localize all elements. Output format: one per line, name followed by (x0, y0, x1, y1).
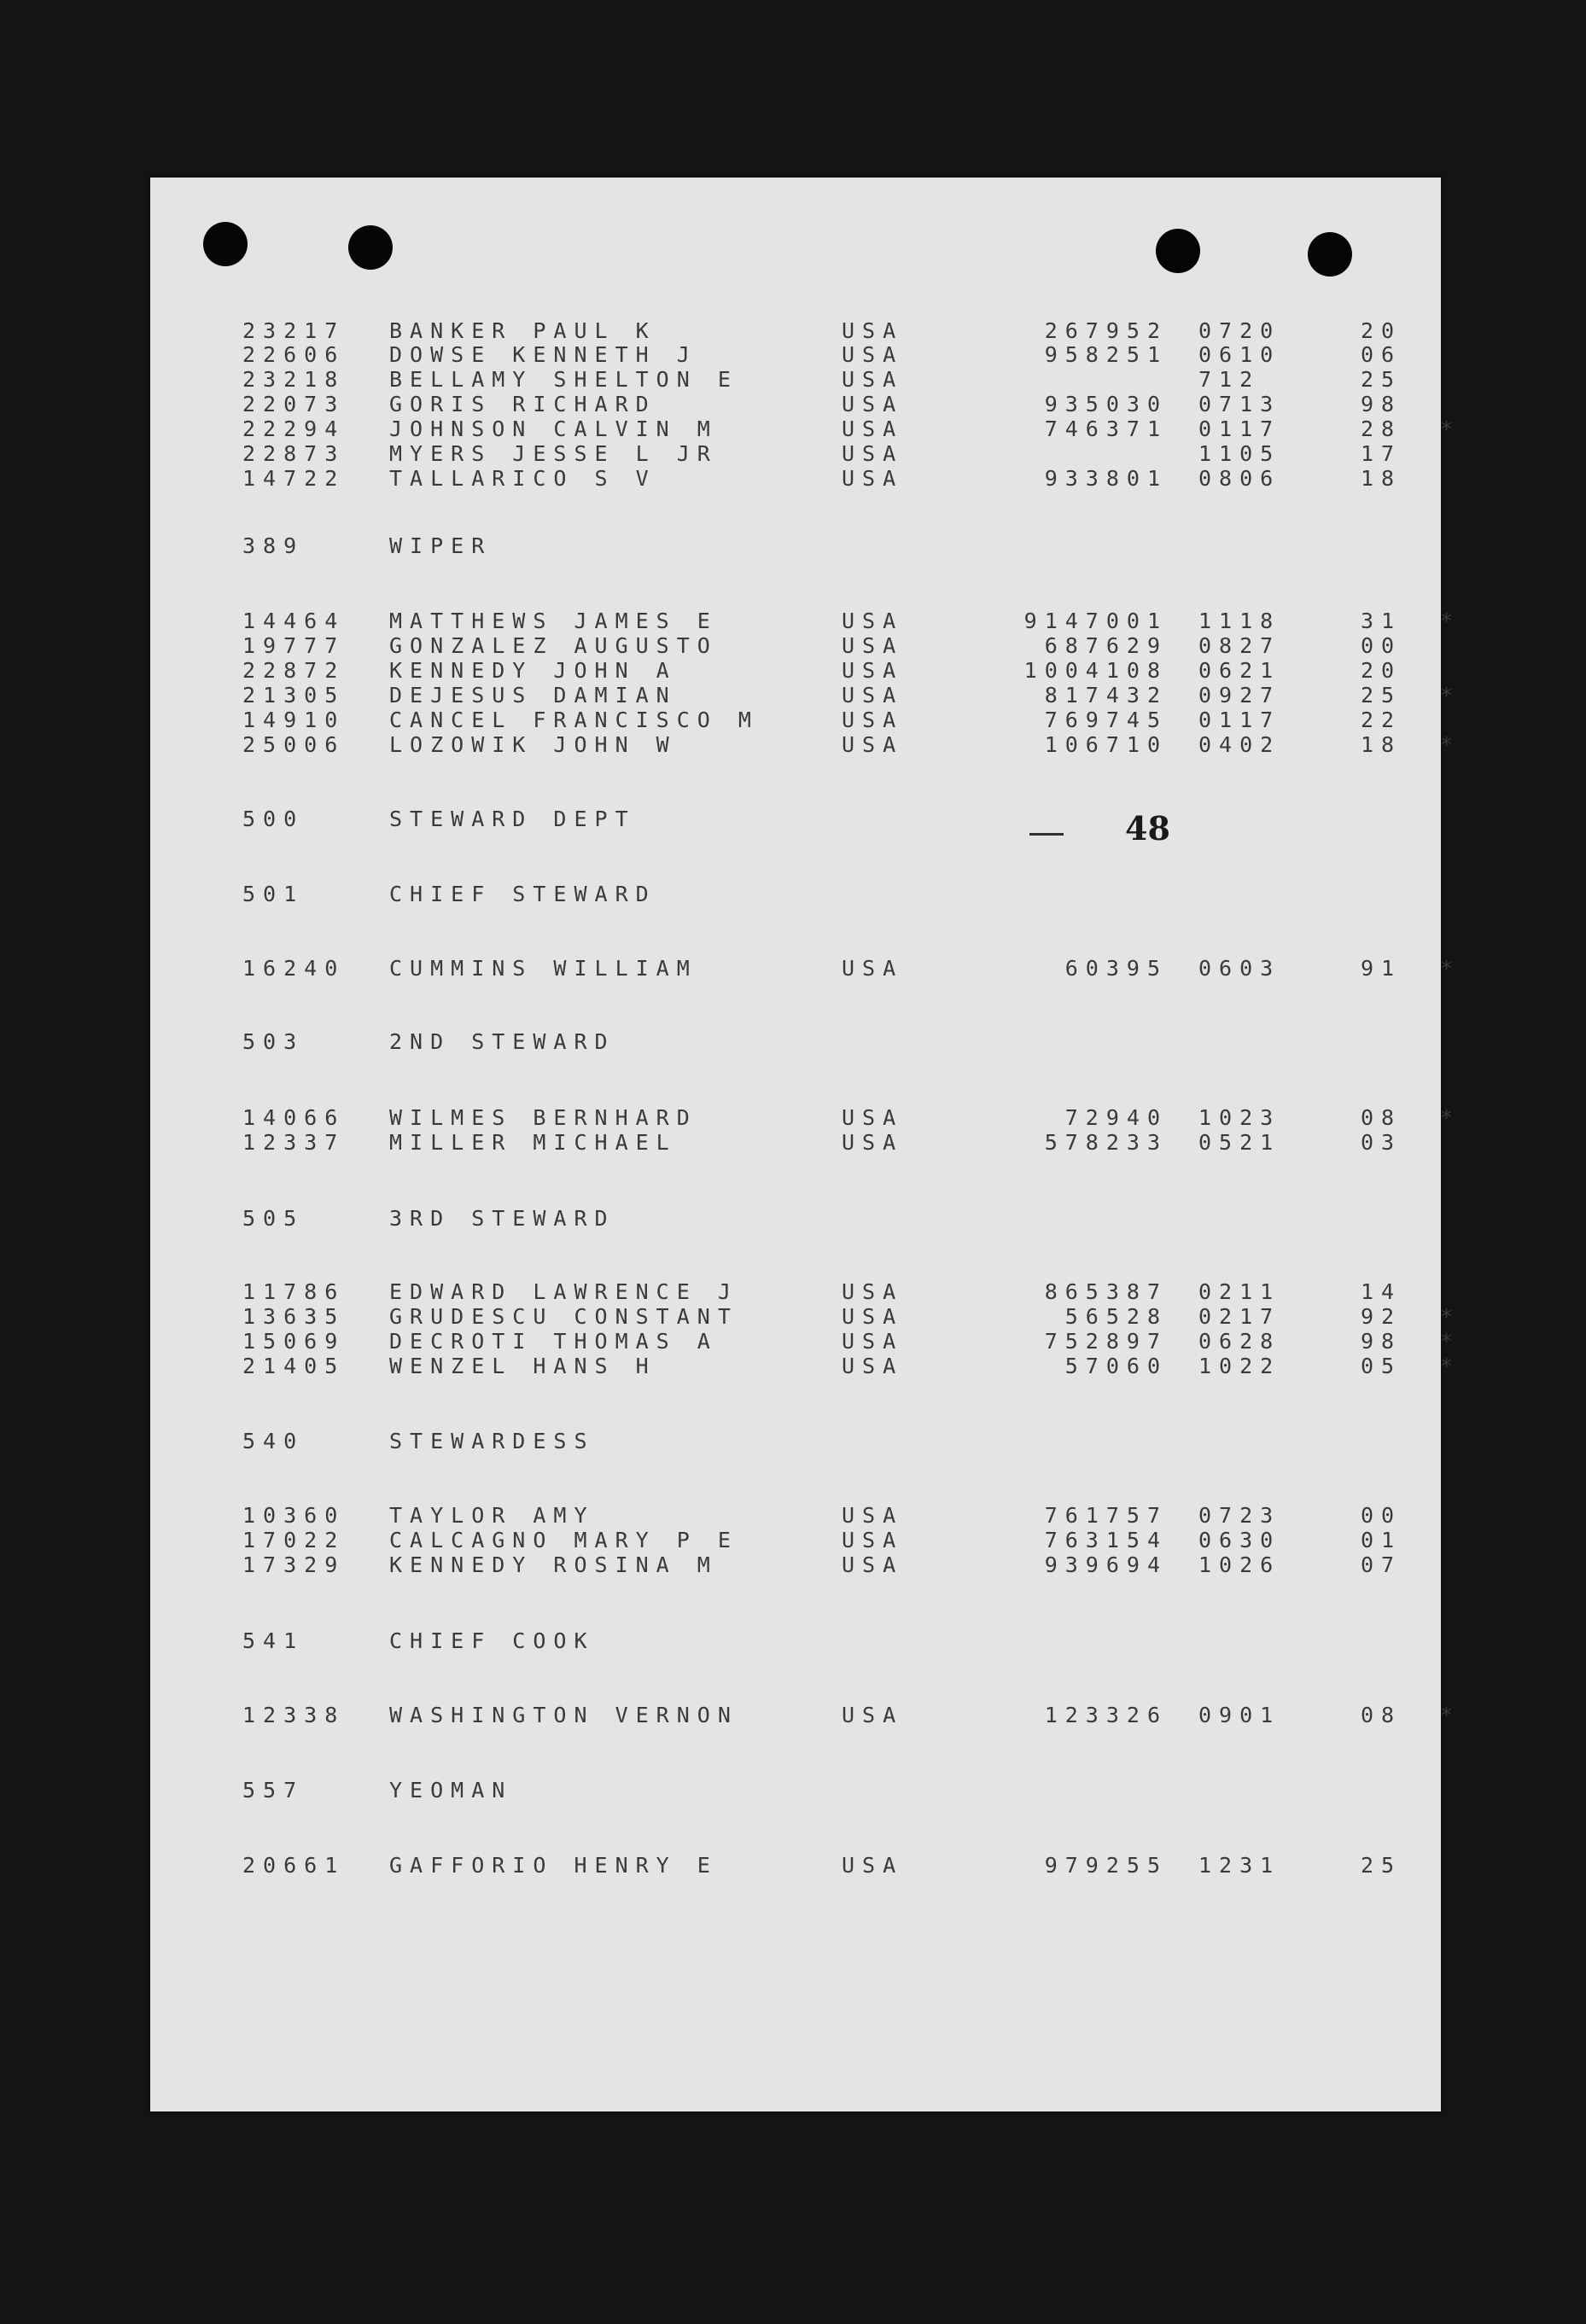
year-code: 01 (1361, 1528, 1402, 1552)
section-code: 557 (242, 1778, 305, 1803)
citizenship: USA (842, 1552, 904, 1577)
document-number: 123326 (1044, 1703, 1168, 1727)
year-code: 25 (1361, 683, 1402, 708)
citizenship: USA (842, 1304, 904, 1329)
crew-name: WILMES BERNHARD (389, 1105, 697, 1130)
year-code: 25 (1361, 367, 1402, 392)
entry-number: 25006 (242, 732, 346, 757)
date-code: 0521 (1198, 1130, 1281, 1155)
punch-hole-1 (203, 222, 248, 266)
document-number: 9147001 (1023, 609, 1168, 633)
year-code: 18 (1361, 732, 1402, 757)
document-number: 817432 (1044, 683, 1168, 708)
year-code: 03 (1361, 1130, 1402, 1155)
date-code: 1105 (1198, 441, 1281, 466)
entry-number: 15069 (242, 1329, 346, 1354)
crew-name: DECROTI THOMAS A (389, 1329, 718, 1354)
entry-number: 17329 (242, 1552, 346, 1577)
document-number: 57060 (1064, 1354, 1168, 1378)
entry-number: 23218 (242, 367, 346, 392)
date-code: 1023 (1198, 1105, 1281, 1130)
crew-name: BANKER PAUL K (389, 318, 656, 343)
crew-name: KENNEDY JOHN A (389, 658, 677, 683)
entry-number: 14910 (242, 708, 346, 732)
section-code: 389 (242, 533, 305, 558)
year-code: 07 (1361, 1552, 1402, 1577)
crew-name: DOWSE KENNETH J (389, 342, 697, 367)
year-code: 31 (1361, 609, 1402, 633)
date-code: 0217 (1198, 1304, 1281, 1329)
crew-name: GRUDESCU CONSTANT (389, 1304, 738, 1329)
crew-name: EDWARD LAWRENCE J (389, 1279, 738, 1304)
entry-number: 23217 (242, 318, 346, 343)
document-number: 60395 (1064, 956, 1168, 981)
date-code: 0211 (1198, 1279, 1281, 1304)
crew-name: JOHNSON CALVIN M (389, 416, 718, 441)
asterisk-mark: * (1440, 1329, 1454, 1354)
citizenship: USA (842, 609, 904, 633)
asterisk-mark: * (1440, 416, 1454, 441)
date-code: 0610 (1198, 342, 1281, 367)
section-title: 3RD STEWARD (389, 1206, 615, 1231)
year-code: 05 (1361, 1354, 1402, 1378)
page-number: 48 (1125, 809, 1170, 847)
citizenship: USA (842, 1528, 904, 1552)
entry-number: 17022 (242, 1528, 346, 1552)
entry-number: 22873 (242, 441, 346, 466)
entry-number: 21405 (242, 1354, 346, 1378)
date-code: 1118 (1198, 609, 1281, 633)
entry-number: 22294 (242, 416, 346, 441)
document-number: 72940 (1064, 1105, 1168, 1130)
citizenship: USA (842, 441, 904, 466)
citizenship: USA (842, 658, 904, 683)
entry-number: 20661 (242, 1853, 346, 1878)
citizenship: USA (842, 1503, 904, 1528)
document-number: 763154 (1044, 1528, 1168, 1552)
crew-name: MILLER MICHAEL (389, 1130, 677, 1155)
date-code: 0720 (1198, 318, 1281, 343)
document-number: 958251 (1044, 342, 1168, 367)
section-title: CHIEF COOK (389, 1628, 595, 1653)
asterisk-mark: * (1440, 956, 1454, 981)
year-code: 08 (1361, 1703, 1402, 1727)
date-code: 0630 (1198, 1528, 1281, 1552)
citizenship: USA (842, 683, 904, 708)
crew-name: MYERS JESSE L JR (389, 441, 718, 466)
year-code: 22 (1361, 708, 1402, 732)
citizenship: USA (842, 708, 904, 732)
section-code: 541 (242, 1628, 305, 1653)
date-code: 0927 (1198, 683, 1281, 708)
entry-number: 14722 (242, 466, 346, 491)
year-code: 91 (1361, 956, 1402, 981)
year-code: 98 (1361, 392, 1402, 416)
punch-hole-3 (1156, 229, 1200, 273)
entry-number: 13635 (242, 1304, 346, 1329)
document-number: 752897 (1044, 1329, 1168, 1354)
crew-name: GORIS RICHARD (389, 392, 656, 416)
section-title: CHIEF STEWARD (389, 882, 656, 906)
entry-number: 19777 (242, 633, 346, 658)
citizenship: USA (842, 466, 904, 491)
document-number: 935030 (1044, 392, 1168, 416)
document-number: 769745 (1044, 708, 1168, 732)
year-code: 00 (1361, 1503, 1402, 1528)
asterisk-mark: * (1440, 1354, 1454, 1378)
date-code: 1026 (1198, 1552, 1281, 1577)
section-title: STEWARDESS (389, 1429, 595, 1453)
date-code: 1231 (1198, 1853, 1281, 1878)
year-code: 98 (1361, 1329, 1402, 1354)
year-code: 06 (1361, 342, 1402, 367)
citizenship: USA (842, 633, 904, 658)
date-code: 0901 (1198, 1703, 1281, 1727)
asterisk-mark: * (1440, 732, 1454, 757)
document-number: 933801 (1044, 466, 1168, 491)
section-title: WIPER (389, 533, 493, 558)
section-code: 505 (242, 1206, 305, 1231)
entry-number: 16240 (242, 956, 346, 981)
year-code: 20 (1361, 658, 1402, 683)
citizenship: USA (842, 1329, 904, 1354)
section-title: 2ND STEWARD (389, 1029, 615, 1054)
date-code: 712 (1198, 367, 1261, 392)
page-number-dash (1029, 833, 1064, 836)
year-code: 20 (1361, 318, 1402, 343)
document-number: 106710 (1044, 732, 1168, 757)
punch-hole-2 (348, 225, 393, 270)
crew-name: TALLARICO S V (389, 466, 656, 491)
asterisk-mark: * (1440, 1703, 1454, 1727)
citizenship: USA (842, 1354, 904, 1378)
citizenship: USA (842, 392, 904, 416)
year-code: 08 (1361, 1105, 1402, 1130)
date-code: 0402 (1198, 732, 1281, 757)
entry-number: 21305 (242, 683, 346, 708)
document-page (150, 178, 1454, 2111)
entry-number: 22872 (242, 658, 346, 683)
year-code: 17 (1361, 441, 1402, 466)
crew-name: CUMMINS WILLIAM (389, 956, 697, 981)
date-code: 0713 (1198, 392, 1281, 416)
document-number: 578233 (1044, 1130, 1168, 1155)
document-number: 56528 (1064, 1304, 1168, 1329)
crew-name: LOZOWIK JOHN W (389, 732, 677, 757)
entry-number: 10360 (242, 1503, 346, 1528)
document-number: 939694 (1044, 1552, 1168, 1577)
entry-number: 12338 (242, 1703, 346, 1727)
crew-name: GONZALEZ AUGUSTO (389, 633, 718, 658)
document-number: 761757 (1044, 1503, 1168, 1528)
date-code: 0117 (1198, 416, 1281, 441)
crew-name: WENZEL HANS H (389, 1354, 656, 1378)
document-number: 267952 (1044, 318, 1168, 343)
year-code: 92 (1361, 1304, 1402, 1329)
entry-number: 12337 (242, 1130, 346, 1155)
entry-number: 22073 (242, 392, 346, 416)
date-code: 0723 (1198, 1503, 1281, 1528)
entry-number: 14464 (242, 609, 346, 633)
crew-name: DEJESUS DAMIAN (389, 683, 677, 708)
entry-number: 11786 (242, 1279, 346, 1304)
date-code: 0603 (1198, 956, 1281, 981)
entry-number: 14066 (242, 1105, 346, 1130)
crew-name: MATTHEWS JAMES E (389, 609, 718, 633)
asterisk-mark: * (1440, 683, 1454, 708)
year-code: 14 (1361, 1279, 1402, 1304)
date-code: 0806 (1198, 466, 1281, 491)
crew-name: TAYLOR AMY (389, 1503, 595, 1528)
asterisk-mark: * (1440, 1304, 1454, 1329)
date-code: 1022 (1198, 1354, 1281, 1378)
year-code: 00 (1361, 633, 1402, 658)
section-code: 503 (242, 1029, 305, 1054)
crew-name: CANCEL FRANCISCO M (389, 708, 759, 732)
crew-name: GAFFORIO HENRY E (389, 1853, 718, 1878)
section-code: 540 (242, 1429, 305, 1453)
crew-name: BELLAMY SHELTON E (389, 367, 738, 392)
document-number: 865387 (1044, 1279, 1168, 1304)
date-code: 0621 (1198, 658, 1281, 683)
entry-number: 22606 (242, 342, 346, 367)
section-title: YEOMAN (389, 1778, 513, 1803)
citizenship: USA (842, 732, 904, 757)
citizenship: USA (842, 416, 904, 441)
punch-hole-4 (1308, 232, 1352, 277)
crew-name: WASHINGTON VERNON (389, 1703, 738, 1727)
citizenship: USA (842, 956, 904, 981)
citizenship: USA (842, 1279, 904, 1304)
date-code: 0628 (1198, 1329, 1281, 1354)
crew-name: CALCAGNO MARY P E (389, 1528, 738, 1552)
document-number: 687629 (1044, 633, 1168, 658)
citizenship: USA (842, 1105, 904, 1130)
date-code: 0117 (1198, 708, 1281, 732)
citizenship: USA (842, 1130, 904, 1155)
section-code: 501 (242, 882, 305, 906)
document-number: 979255 (1044, 1853, 1168, 1878)
year-code: 25 (1361, 1853, 1402, 1878)
citizenship: USA (842, 318, 904, 343)
year-code: 28 (1361, 416, 1402, 441)
year-code: 18 (1361, 466, 1402, 491)
asterisk-mark: * (1440, 609, 1454, 633)
citizenship: USA (842, 1703, 904, 1727)
citizenship: USA (842, 342, 904, 367)
document-number: 1004108 (1023, 658, 1168, 683)
date-code: 0827 (1198, 633, 1281, 658)
document-number: 746371 (1044, 416, 1168, 441)
asterisk-mark: * (1440, 1105, 1454, 1130)
section-title: STEWARD DEPT (389, 807, 636, 831)
crew-name: KENNEDY ROSINA M (389, 1552, 718, 1577)
citizenship: USA (842, 1853, 904, 1878)
section-code: 500 (242, 807, 305, 831)
citizenship: USA (842, 367, 904, 392)
